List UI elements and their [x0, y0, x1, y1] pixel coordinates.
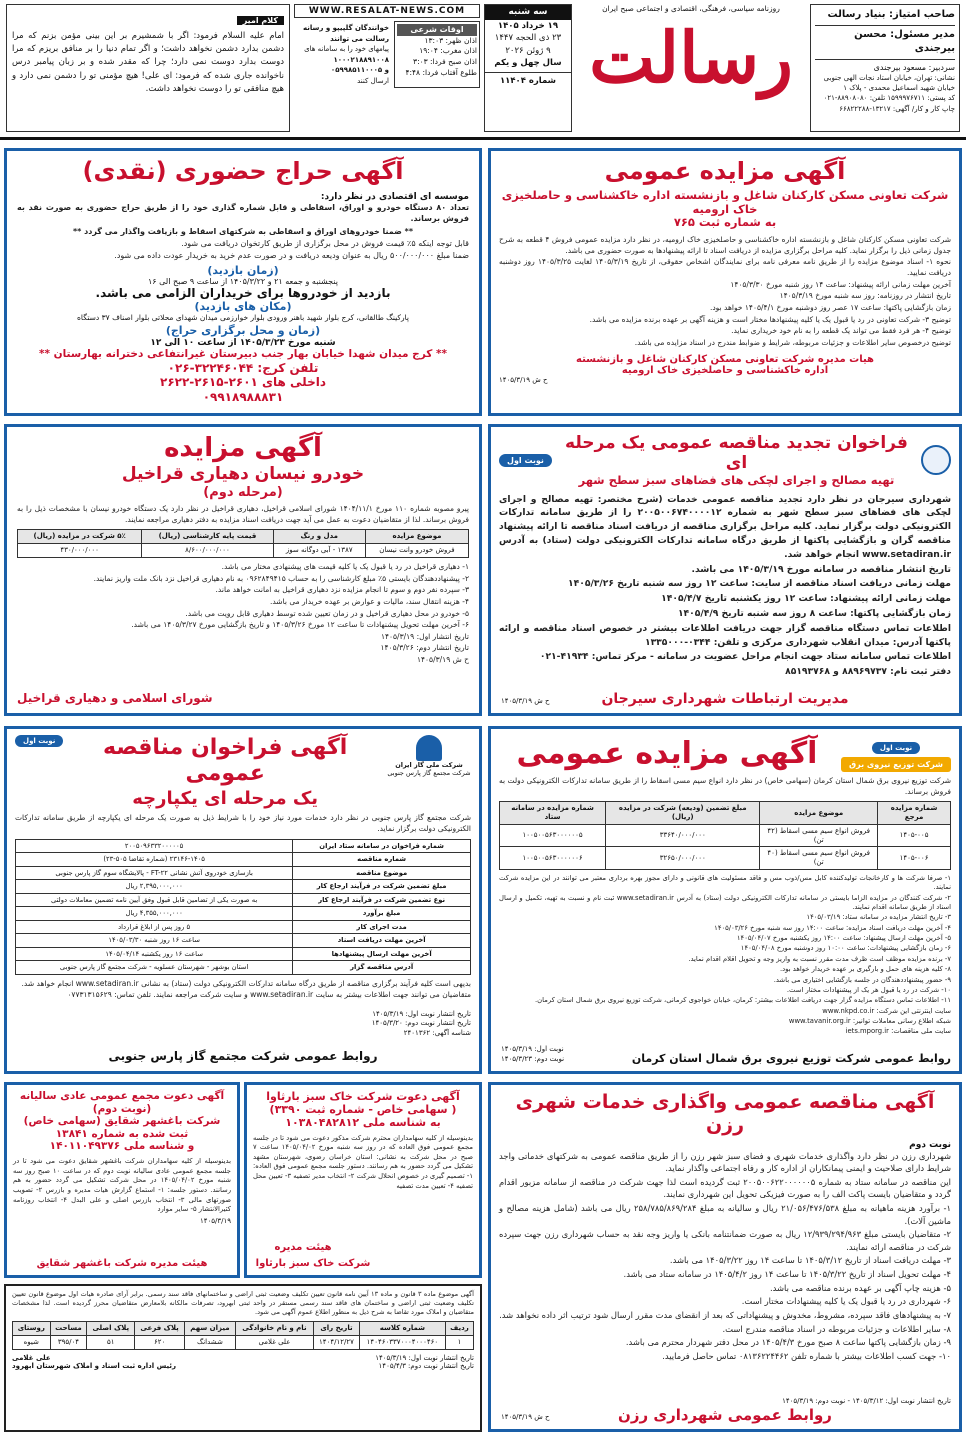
prayer-times: [394, 21, 480, 88]
table-cell: آخرین مهلت ارسال پیشنهادها: [293, 947, 471, 960]
table-cell: ششدانگ: [184, 1336, 235, 1350]
ad-paragraph: ۱- صرفا شرکت ها و کارخانجات تولیدکننده کابل مس/ذوب مس و فاقد مسئولیت های قانونی و دارای مجوز بهره برداری معتبر می توانند در این مزایده شرکت نمایند.: [499, 873, 951, 892]
table-cell: ۱۳۸۷ - آبی دوگانه سوز: [273, 544, 365, 558]
round-badge: نوبت اول: [15, 735, 63, 747]
ad-title: آگهی دعوت مجمع عمومی عادی سالیانه (نوبت دوم): [19, 1090, 225, 1115]
table-cell: ۶۲۰: [135, 1336, 185, 1350]
column-header: شماره کلاسه: [359, 1322, 445, 1336]
ad-paragraph: ۲- شرکت کنندگان در مزایده الزاما بایستی در سامانه تدارکات الکترونیکی دولت (ستاد) به آدرس www.setadiran.ir ثبت نام و نسبت به تهیه، تکمیل و ارسال اسناد از طریق سامانه اقدام نمایند.: [499, 893, 951, 911]
ad-footer: روابط عمومی شرکت توزیع نیروی برق شمال استان کرمان: [631, 1052, 951, 1065]
ad-stage: (مرحله دوم): [203, 484, 283, 500]
column-header: شماره مزایده مرجع: [878, 802, 951, 825]
ad-subtitle: یک مرحله ای یکپارچه: [132, 787, 319, 809]
table-cell: ۳۲۶۵۰/۰۰۰/۰۰۰: [606, 847, 760, 870]
ad-paragraph: ۵- خودرو در محل دهیاری قراخیل و در زمان تعیین شده توسط دهیاری قابل رویت می باشد.: [185, 608, 469, 618]
quote-text: امام علیه السلام فرمود: اگر با شمشیرم بر این بینی مؤمن بزنم که مرا دشمن بدارد دشمن نخواهد داشت؛ و اگر تمام دنیا را بر منافق بریزم که مرا دوست بدارد دوست نمی دارد؛ چرا که مقدر شده و بر زبان پیامبر درس ناخوانده جاری شده که فرمود: ای علی! هیچ مؤمنی تو را دشمن نمی دارد و هیچ منافقی تو را دوست نخواهد داشت.: [12, 31, 284, 94]
table-cell: شماره فراخوان در سامانه ستاد ایران: [293, 839, 471, 852]
ad-national-id: به شناسه ملی ۱۰۳۸۰۴۸۲۸۱۲: [285, 1116, 441, 1130]
date-persian: ۱۹ خرداد ۱۴۰۵: [497, 21, 559, 32]
ad-paragraph: ۳- مهلت دریافت اسناد از تاریخ ۱۴۰۵/۳/۱۲ تا ساعت ۱۴ روز ۱۴۰۵/۳/۲۲ می باشد.: [669, 1255, 951, 1266]
table-cell: ۴,۳۵۵,۰۰۰,۰۰۰ ریال: [16, 907, 293, 920]
logo-block: [576, 2, 806, 134]
ad-paragraph: تاریخ انتشار در روزنامه: روز سه شنبه مورخ ۱۴۰۵/۳/۱۹: [779, 291, 951, 301]
ad-registration: به شماره ثبت ۷۶۵: [673, 215, 777, 230]
ad-body: بدینوسیله از کلیه سهامداران محترم شرکت مذکور دعوت می شود تا در جلسه مجمع عمومی فوق العاده که در روز سه شنبه مورخ ۱۴۰۵/۰۴/۰۲ ساعت ۷ صبح در محل شرکت به نشانی: استان خراسان رضوی، شهرستان مشهد تشکیل می گردد حضور به هم رسانند. دستور جلسه مجمع عمومی فوق العاده: ۱- تصمیم گیری در خصوص انحلال شرکت ۲- انتخاب مدیر تصفیه ۳- تعیین محل تصفیه ۴- تعیین مدت تصفیه: [253, 1133, 474, 1190]
ad-body: [499, 493, 951, 679]
ad-code: ح ش ۱۴۰۵/۳/۱۹: [416, 655, 469, 665]
address-line-2: خیابان شهید اسماعیل محمدی - پلاک ۱: [843, 84, 955, 93]
ad-paragraph: ۸- کلیه هزینه های حمل و بارگیری بر عهده خریدار خواهد بود.: [780, 965, 951, 974]
ad-paragraph: ۶- شهرداری در رد یا قبول یک یا کلیه پیشنهادات مختار است.: [741, 1296, 951, 1307]
website-link[interactable]: WWW.RESALAT-NEWS.COM: [294, 4, 480, 18]
ad-title: آگهی دعوت شرکت خاک سبز بارثاوا: [266, 1090, 460, 1103]
ad-paragraph: ۵- هزینه چاپ آگهی بر عهده برنده مناقصه می باشد.: [769, 1282, 951, 1293]
ad-intro: پیرو مصوبه شماره ۱۱۰ مورخ ۱۴۰۴/۱۱/۱ شورای اسلامی قراخیل، دهیاری قراخیل در نظر دارد یک دستگاه خودرو نیسان با مشخصات ذیل را به فروش برساند. لذا از متقاضیان دعوت به عمل می آید جهت دریافت اسناد مزایده به دفتر دهیاری مراجعه نمایند.: [17, 504, 469, 524]
table-cell: ۲,۳۹۵,۰۰۰,۰۰۰ ریال: [16, 880, 293, 893]
ad-paragraph: ۱- دهیاری قراخیل در رد یا قبول یک یا کلیه قیمت های پیشنهادی مختار می باشد.: [221, 561, 469, 571]
ad-title: آگهی فراخوان مناقصه عمومی: [103, 735, 348, 787]
ad-urmia-auction: [488, 148, 962, 416]
ad-parsgas-tender: [4, 726, 482, 1074]
column-header: موضوع مزایده: [365, 530, 468, 544]
table-row: [500, 824, 951, 847]
ad-body: [499, 1150, 951, 1363]
ad-footer: روابط عمومی شرکت مجتمع گاز پارس جنوبی: [108, 1049, 378, 1063]
table-row: [500, 847, 951, 870]
ad-subtitle: شرکت تعاونی مسکن کارکنان شاغل و بازنشسته اداره خاکشناسی و حاصلخیزی خاک ارومیه: [501, 187, 949, 216]
table-cell: شیوه: [13, 1336, 51, 1350]
ad-paragraph: زمان بازگشایی پاکتها: ساعت ۸ روز سه شنبه تاریخ ۱۴۰۵/۴/۹: [677, 607, 951, 619]
table-cell: علی غلامی: [235, 1336, 313, 1350]
ad-round: نوبت دوم: [909, 1139, 951, 1150]
ad-paragraph: این مناقصه در سامانه ستاد به شماره ۲۰۰۵۰۰۶۲۲۰۰۰۰۰۰۵ ثبت گردیده است لذا جهت شرکت در مناقصه از سامانه مزبور اقدام گردد و متقاضیان بایست پاکت الف را به صورت فیزیکی تحویل این شهرداری نمایند.: [499, 1176, 951, 1200]
column-header: میزان سهم: [184, 1322, 235, 1336]
gas-company-logo: [387, 735, 471, 777]
ad-paragraph: ۳- تاریخ انتشار مزایده در سامانه ستاد: ۱۴۰۵/۰۳/۱۹: [806, 913, 951, 922]
column-header: ۵٪ شرکت در مزایده (ریال): [18, 530, 142, 544]
auction-table: [17, 529, 469, 558]
table-cell: نوع تضمین شرکت در فرآیند ارجاع کار: [293, 893, 471, 906]
ad-pub-date: تاریخ انتشار نوبت دوم: ۱۴۰۵/۳/۲۰: [371, 1019, 471, 1028]
ad-paragraph: ۴- مهلت تحویل اسناد از تاریخ ۱۴۰۵/۳/۲۲ تا ساعت ۱۴ روز ۱۴۰۵/۴/۲ در سامانه ستاد می باشد.: [623, 1269, 951, 1280]
table-row: [16, 853, 471, 866]
prayer-maghrib: اذان مغرب: ۱۹:۰۴: [419, 46, 477, 56]
ad-code: ح ش ۱۴۰۵/۳/۱۹: [501, 1413, 550, 1421]
sms-note: [295, 21, 391, 88]
sms-note-1: خوانندگان گلپیپو و رسانه رسالت می توانند: [302, 24, 389, 43]
column-header: ردیف: [445, 1322, 473, 1336]
ad-paragraph: متقاضیان می توانند جهت اطلاعات بیشتر به سایت www.setadiran.ir و سایت شرکت مراجعه نمایند. تلفن تماس: ۰۷۷۳۱۳۱۵۶۲۹: [67, 990, 471, 1000]
editor-name: سردبیر: مسعود بیرجندی: [873, 62, 955, 72]
ad-paragraph: تاریخ انتشار مناقصه در سامانه مورخ ۱۴۰۵/۳/۱۹ می باشد.: [691, 563, 951, 575]
ad-footer: هیئت مدیره شرکت باغشهر شقایق: [36, 1258, 208, 1269]
ad-paragraph: نحوه ۱- اسناد موضوع مزایده را از طریق نامه معرفی نامه برای نمایندگان اشخاص حقوقی، از تاریخ ۱۴۰۵/۳/۱۹ لغایت ۱۴۰۵/۳/۲۵ روز دوشنبه دریافت نمایید.: [499, 257, 951, 278]
ad-khak-sabz-meeting: [244, 1082, 482, 1278]
sms-note-2: پیامهای خود را به سامانه های: [304, 45, 389, 53]
ad-pub-dates: [375, 1354, 474, 1370]
year-label: سال چهل و یکم: [494, 57, 562, 68]
ad-body: [17, 562, 469, 666]
ad-pub-date-1: نوبت اول: ۱۴۰۵/۳/۱۹: [501, 1045, 564, 1053]
table-cell: شماره مناقصه: [293, 853, 471, 866]
table-cell: ۱۰۰۵۰۰۵۶۳۰۰۰۰۰۰۵: [500, 824, 606, 847]
ad-land-registry: [4, 1284, 482, 1432]
ad-intro: شرکت توزیع نیروی برق شمال استان کرمان (سهامی خاص) در نظر دارد انواع سیم مسی اسقاط را از طریق سامانه تدارکات الکترونیکی دولت به فروش برساند.: [498, 776, 951, 796]
ad-signature-1: هیات مدیره شرکت تعاونی مسکن کارکنان شاغل و بازنشسته: [576, 353, 874, 365]
tagline: روزنامه سیاسی، فرهنگی، اقتصادی و اجتماعی صبح ایران: [602, 4, 780, 13]
table-row: [16, 947, 471, 960]
masthead: [0, 0, 966, 140]
ad-footer-2: شرکت خاک سبز بارثاوا: [255, 1258, 371, 1269]
prayer-fajr: اذان صبح فردا: ۳:۰۳: [413, 57, 477, 67]
ad-paragraph: مهلت زمانی دریافت اسناد مناقصه از سایت: ساعت ۱۲ روز سه شنبه تاریخ ۱۴۰۵/۳/۲۶: [568, 578, 951, 590]
ad-intro: آگهی موضوع ماده ۳ قانون و ماده ۱۳ آیین نامه قانون تعیین تکلیف وضعیت ثبتی اراضی و ساختمانهای فاقد سند رسمی. برابر آرای صادره هیات اول موضوع قانون تعیین تکلیف وضعیت ثبتی اراضی و ساختمان های فاقد سند رسمی مستقر در واحد ثبتی ابهرود، تصرفات مالکانه بلامعارض متقاضیان محرز گردیده است. لذا مشخصات متقاضیان و املاک مورد تقاضا به شرح ذیل به منظور اطلاع عموم آگهی می شود.: [12, 1290, 474, 1317]
ad-body: [499, 874, 951, 1037]
table-row: [16, 893, 471, 906]
flame-logo-icon: [416, 735, 442, 761]
table-cell: به صورت یکی از تضامین قابل قبول وفق آیین نامه تضمین معاملات دولتی: [16, 893, 293, 906]
print-line: چاپ کار و کار/ آگهی: ۱۳۲۱۷-۶۶۸۲۲۲۸۸: [839, 104, 955, 113]
sms-note-3: ارسال کنند: [357, 76, 389, 85]
table-cell: ۵۱: [87, 1336, 135, 1350]
round-badge: نوبت اول: [872, 742, 920, 754]
table-cell: آخرین مهلت دریافت اسناد: [293, 934, 471, 947]
column-header: قیمت پایه کارشناسی (ریال): [142, 530, 273, 544]
ad-title: آگهی مناقصه عمومی واگذاری خدمات شهری رزن: [515, 1091, 935, 1136]
ad-title: آگهی مزایده عمومی: [516, 735, 818, 771]
table-cell: ۱۴۰۴۶۰۳۳۷۰۰۰۴۰۰۰۴۶۰: [359, 1336, 445, 1350]
ad-link[interactable]: سایت ملی مناقصات: iets.mporg.ir: [845, 1027, 951, 1036]
column-header: تاریخ رای: [314, 1322, 360, 1336]
ad-paragraph: توضیح ۴- هر فرد فقط می تواند یک قطعه را به نام خود خریداری نماید.: [731, 326, 951, 336]
visit-time-title: (زمان بازدید): [207, 263, 279, 277]
sms-number-1: ۱۰۰۰۲۱۸۸۹۱۰۰۸: [333, 55, 389, 64]
ad-body: بدینوسیله از کلیه سهامداران شرکت باغشهر شقایق دعوت می شود تا در جلسه مجمع عمومی عادی سالیانه نوبت دوم که در ساعت ۱۰ صبح روز سه شنبه مورخ ۱۴۰۵/۰۴/۰۲ در محل شرکت تشکیل می گردد حضور به هم رسانند. دستور جلسه: ۱- استماع گزارش هیات مدیره و بازرس ۲- تصویب صورتهای مالی ۳- انتخاب بازرس اصلی و علی البدل ۴- انتخاب روزنامه کثیرالانتشار ۵- سایر موارد: [13, 1156, 232, 1214]
ad-paragraph: توضیح درخصوص سایر اطلاعات و جزئیات مربوطه، شرایط و ضوابط مندرج در اسناد مزایده می باشد.: [634, 337, 951, 347]
ad-national-id: و شناسه ملی ۱۴۰۱۱۰۴۹۳۷۶: [49, 1140, 195, 1153]
ad-cash-auction: [4, 148, 482, 416]
column-header: مساحت: [50, 1322, 87, 1336]
ad-razan-tender: [488, 1082, 962, 1432]
column-header: روستای: [13, 1322, 51, 1336]
ad-paragraph: ۱۱- اطلاعات تماس دستگاه مزایده گزار جهت دریافت اطلاعات بیشتر: کرمان، خیابان خواجوی کرمانی، شرکت توزیع نیروی برق شمال استان کرمان.: [534, 996, 951, 1005]
table-row: [16, 880, 471, 893]
visit-place: پارکینگ طالقانی، کرج بلوار شهید باهنر ورودی بلوار خوارزمی میدان شهدای محلاتی بلوار اصناف ۳۷ دستگاه: [76, 313, 409, 323]
table-row: [16, 961, 471, 974]
ad-paragraph: شهرداری رزن در نظر دارد واگذاری خدمات شهری و فضای سبز شهر رزن را از طریق مناقصه عمومی به شرکتهای خدماتی واجد شرایط دارای صلاحیت و ایمنی پیمانکاران از اداره کار و رفاه اجتماعی واگذار نماید.: [499, 1150, 951, 1174]
ad-body: [17, 202, 469, 262]
table-header-row: [18, 530, 469, 544]
auction-time: شنبه مورخ ۱۴۰۵/۳/۲۳ از ساعت ۱۰ الی ۱۲: [150, 337, 336, 348]
table-cell: استان بوشهر - شهرستان عسلویه - شرکت مجتمع گاز پارس جنوبی: [16, 961, 293, 974]
address-line-1: نشانی: تهران، خیابان استاد نجات الهی جنوبی: [823, 74, 955, 83]
table-cell: ۱۴۰۵-۰۰۶: [878, 847, 951, 870]
table-row: [16, 920, 471, 933]
publisher-info: [810, 4, 960, 132]
table-cell: ۱۴۰۵-۰۰۵: [878, 824, 951, 847]
ad-paragraph: تعداد ۸۰ دستگاه خودرو و اوراق، اسقاطی و قابل شماره گذاری خود را از طریق حراج حضوری به صورت نقد به فروش برساند.: [17, 202, 469, 224]
table-cell: موضوع مناقصه: [293, 866, 471, 879]
ad-intro: موسسه ای اقتصادی در نظر دارد:: [320, 191, 469, 202]
ad-baghshahr-meeting: [4, 1082, 240, 1278]
table-cell: بازسازی خودروی آتش نشانی FT-۲۲ - پالایشگاه سوم گاز پارس جنوبی: [16, 866, 293, 879]
ad-code: ح ش ۱۴۰۵/۳/۱۹: [499, 375, 548, 384]
ad-paragraph: ۴- آخرین مهلت دریافت اسناد مزایده: ساعت ۱۴:۰۰ روز سه شنبه مورخ ۱۴۰۵/۰۳/۲۶: [714, 923, 951, 932]
sunrise: طلوع آفتاب فردا: ۴:۴۸: [405, 68, 477, 78]
tender-table: [15, 839, 471, 975]
ad-footer: روابط عمومی شهرداری رزن: [618, 1406, 832, 1424]
ad-paragraph: اطلاعات تماس سامانه ستاد جهت انجام مراحل عضویت در سامانه - مرکز تماس: ۴۱۹۳۴-۰۲۱: [539, 651, 951, 663]
ad-paragraph: اطلاعات تماس دستگاه مناقصه گزار جهت دریافت اطلاعات بیشتر در خصوص اسناد مناقصه و ارائه پاکتها آدرس: میدان انقلاب شهرداری مرکزی و تلفن: ۰۳۴۴-۱۳۳۵۰۰۰: [499, 622, 951, 648]
visit-place-title: (مکان های بازدید): [194, 300, 292, 314]
table-header-row: [500, 802, 951, 825]
table-cell: ۲۰۰۵۰۹۶۳۳۲۰۰۰۰۰۵: [16, 839, 293, 852]
phone-mobile: ۰۹۹۱۸۹۸۸۸۳۱: [202, 389, 284, 404]
ad-signature: [12, 1354, 176, 1370]
table-cell: ساعت ۱۶ روز یکشنبه ۱۴۰۵/۰۴/۱۴: [16, 947, 293, 960]
table-row: [18, 544, 469, 558]
ad-subtitle: شرکت باغشهر شقایق (سهامی خاص): [23, 1115, 221, 1128]
column-header: مدل و رنگ: [273, 530, 365, 544]
table-row: [16, 866, 471, 879]
ad-intro: شرکت مجتمع گاز پارس جنوبی در نظر دارد خدمات مورد نیاز خود را با شرایط ذیل به صورت یک مرحله ای یکپارچه از طریق سامانه تدارکات الکترونیکی دولت برگزار نماید.: [15, 813, 471, 834]
date-gregorian: ۹ ژوئن ۲۰۲۶: [505, 45, 551, 56]
owner-label: صاحب امتیاز: بنیاد رسالت: [815, 8, 955, 26]
table-cell: آدرس مناقصه گزار: [293, 961, 471, 974]
ad-paragraph: ۱۰- شرکت در رد یا قبول هر یک از پیشنهادات مختار است.: [786, 985, 951, 994]
table-header-row: [13, 1322, 474, 1336]
auction-time-title: (زمان و محل برگزاری حراج): [165, 324, 321, 338]
ad-pub-date: تاریخ انتشار نوبت اول: ۱۴۰۵/۳/۱۲ - نوبت دوم: ۱۴۰۵/۳/۱۹: [782, 1397, 951, 1405]
table-row: [16, 934, 471, 947]
ad-subtitle: ( سهامی خاص - شماره ثبت ۳۳۹۰): [269, 1103, 457, 1117]
column-header: پلاک فرعی: [135, 1322, 185, 1336]
ad-signature-2: اداره خاکشناسی و حاصلخیزی خاک ارومیه: [621, 364, 829, 376]
ad-paragraph: ۵- آخرین مهلت ارسال پیشنهاد: ساعت ۱۴:۰۰ روز یکشنبه مورخ ۱۴۰۵/۰۴/۰۷: [736, 934, 951, 943]
ad-body: [15, 979, 471, 1001]
table-cell: ۱۴۰۴/۱۲/۲۷: [314, 1336, 360, 1350]
table-cell: ۳۹۵/۰۴: [50, 1336, 87, 1350]
table-row: [16, 907, 471, 920]
ad-kerman-auction: [488, 726, 962, 1074]
table-cell: ۳۳۶۴۰/۰۰۰/۰۰۰: [606, 824, 760, 847]
table-cell: ۲۳۱۴۶-۱۴۰۵ (شماره تقاضا ۵۰۵-۲۳): [16, 853, 293, 866]
table-row: [13, 1336, 474, 1350]
table-cell: مبلغ تضمین شرکت در فرآیند ارجاع کار: [293, 880, 471, 893]
ad-footer-1: هیئت مدیره: [274, 1242, 332, 1253]
table-cell: ۴۳۰/۰۰۰/۰۰۰: [18, 544, 142, 558]
ad-title: فراخوان تجدید مناقصه عمومی یک مرحله ای: [565, 433, 908, 474]
ad-paragraph: شهرداری سیرجان در نظر دارد تجدید مناقصه عمومی خدمات (شرح مختصر: تهیه مصالح و اجرای لچکی های فضاهای سبز سطح شهر به شماره ۲۰۰۵۰۰۶۷۴۰۰۰۰۱۲ را از طریق سامانه تدارکات الکترونیکی دولت برگزار نماید. کلیه مراحل برگزاری مناقصه از دریافت اسناد مناقصه تا ارائه پیشنهاد مناقصه گران و بازگشایی پاکتها از طریق درگاه سامانه تدارکات الکترونیکی دولت (ستاد) به آدرس www.setadiran.ir انجام خواهد شد.: [499, 493, 951, 560]
ad-paragraph: بدیهی است کلیه فرآیند برگزاری مناقصه از طریق درگاه سامانه تدارکات الکترونیکی دولت (ستاد) به نشانی www.setadiran.ir انجام خواهد شد.: [21, 978, 471, 988]
ad-date: ۱۴۰۵/۳/۱۹: [199, 1216, 231, 1225]
ad-paragraph: ۸- سایر اطلاعات و جزئیات مربوطه در اسناد مناقصه مندرج است.: [722, 1323, 951, 1334]
issue-number: شماره ۱۱۴۰۴: [485, 72, 571, 87]
kerman-logo: [841, 735, 951, 772]
ad-paragraph: ضمنا مبلغ ۵۰۰/۰۰۰/۰۰۰ ریال به عنوان ودیعه دریافت و در صورت عدم خرید به خریدار عودت داده می شود.: [114, 251, 469, 261]
ad-paragraph: ۴- هزینه انتقال سند، مالیات و عوارض بر عهده خریدار می باشد.: [269, 596, 469, 606]
ad-paragraph: ۶- زمان بازگشایی پیشنهادات: ساعت ۱۰:۰۰ روز دوشنبه مورخ ۱۴۰۵/۰۴/۰۸: [740, 944, 951, 953]
quote-title: کلام امیر: [237, 16, 284, 25]
ad-pub-date: تاریخ انتشار نوبت دوم: ۱۴۰۵/۴/۳: [378, 1361, 474, 1370]
power-company-logo-icon: شرکت توزیع نیروی برق: [841, 757, 951, 772]
ad-pub-date: تاریخ انتشار نوبت اول: ۱۴۰۵/۳/۱۹: [375, 1353, 474, 1362]
ad-paragraph: زمان بازگشایی پاکتها: ساعت ۱۷ عصر روز دوشنبه مورخ ۱۴۰۵/۴/۱ خواهد بود.: [709, 303, 951, 313]
ad-paragraph: ۱۰- جهت کسب اطلاعات بیشتر با شماره تلفن ۰۸۱۳۶۲۲۴۴۶۲ تماس حاصل فرمایید.: [662, 1350, 951, 1361]
ad-pub-date: تاریخ انتشار نوبت اول: ۱۴۰۵/۳/۱۹: [372, 1009, 471, 1018]
ad-paragraph: ۱- برآورد هزینه ماهیانه به مبلغ ۲۱/۰۵۶/۴۷۶/۵۳۸ ریال و سالیانه به مبلغ ۲۵۸/۷۸۵/۸۶۹/۲۸۴ ریال می باشد (شامل هزینه مصالح و ماشین آلات).: [499, 1203, 951, 1226]
ad-paragraph: ۷- برنده مزایده موظف است ظرف مدت مقرر نسبت به واریز وجه و تحویل اقلام اقدام نماید.: [688, 954, 951, 963]
table-cell: ۵ روز پس از ابلاغ قرارداد: [16, 920, 293, 933]
phone-karaj: تلفن کرج: ۳۲۲۴۶۰۴۴-۰۲۶: [167, 360, 319, 375]
ad-code: ح ش ۱۴۰۵/۳/۱۹: [501, 697, 550, 705]
prayer-title: اوقات شرعی: [397, 24, 477, 36]
weekday: سه شنبه: [485, 5, 571, 20]
ad-paragraph: ۷- به پیشنهادهای فاقد سپرده، مشروط، مخدوش و پیشنهاداتی که بعد از انقضای مدت مقرر ارسال شود ترتیب اثر داده نخواهد شد.: [499, 1309, 951, 1320]
column-header: پلاک اصلی: [87, 1322, 135, 1336]
ad-pub-date-2: نوبت دوم: ۱۴۰۵/۳/۲۳: [501, 1055, 565, 1063]
date-hijri: ۲۳ ذی الحجه ۱۴۴۷: [494, 33, 562, 44]
sirjan-emblem-icon: [921, 445, 951, 475]
column-header: نام و نام خانوادگی: [235, 1322, 313, 1336]
ad-pub-date: تاریخ انتشار اول: ۱۴۰۵/۳/۱۹: [380, 631, 469, 641]
ad-title: آگهی مزایده عمومی: [604, 157, 846, 185]
table-cell: ۸/۶۰۰/۰۰۰/۰۰۰: [142, 544, 273, 558]
ad-paragraph: مهلت زمانی ارائه پیشنهاد: ساعت ۱۲ روز یکشنبه تاریخ ۱۴۰۵/۴/۷: [661, 593, 951, 605]
ad-paragraph: ** ضمنا خودروهای اوراق و اسقاطی به شرکتهای اسقاط و بازیافت واگذار می گردد **: [72, 226, 414, 236]
table-cell: ۱: [445, 1336, 473, 1350]
ad-footer: مدیریت ارتباطات شهرداری سیرجان: [601, 691, 849, 707]
ad-registration: ثبت شده به شماره ۱۳۸۴۱: [55, 1127, 189, 1140]
ad-title: آگهی حراج حضوری (نقدی): [82, 157, 404, 185]
ad-body: [499, 235, 951, 348]
ad-paragraph: ۲- پیشنهاددهندگان بایستی ۵٪ مبلغ کارشناسی را به حساب ۰۹۶۲۸۴۹۴۱۵ به نام دهیاری قراخیل نزد بانک ملت واریز نمایند.: [93, 573, 469, 583]
ad-link[interactable]: شبکه اطلاع رسانی معاملات توانیر: www.tavanir.org.ir: [788, 1017, 951, 1026]
column-header: مبلغ تضمین (ودیعه) شرکت در مزایده (ریال): [606, 802, 760, 825]
ad-footer: شورای اسلامی و دهیاری قراخیل: [17, 691, 213, 705]
auction-place: ** کرج میدان شهدا خیابان بهار جنب دبیرستان غیرانتفاعی دخترانه بهارستان **: [38, 348, 448, 361]
phone-line: کد پستی: ۱۵۹۹۹۷۶۷۱۱ تلفن: ۸۸۹۰۸۰۸۰-۰۲۱: [823, 94, 955, 103]
director-name: مدیر مسئول: محسن بیرجندی: [815, 28, 955, 60]
sms-number-2: و ۰۵۹۹۸۵۱۱۰۰۰۵: [330, 66, 389, 74]
phone-internal: داخلی های ۲۶۰۱-۲۶۱۵-۲۶۲۲: [160, 375, 326, 390]
prayer-dhuhr: اذان ظهر: ۱۳:۰۳: [424, 35, 477, 45]
ad-paragraph: شرکت تعاونی مسکن کارکنان شاغل و بازنشسته اداره خاکشناسی و حاصلخیزی خاک ارومیه، در نظر دارد مزایده عمومی فروش ۴ قطعه به شرح جدول زمانی ذیل را برگزار نماید. کلیه مراحل برگزاری مزایده از دریافت اسناد تا ارائه پیشنهادها به صورت حضوری می باشد.: [499, 235, 951, 255]
ad-paragraph: ۶- آخرین مهلت تحویل پیشنهادات تا ساعت ۱۲ مورخ ۱۴۰۵/۳/۲۶ و تاریخ بازگشایی مورخ ۱۴۰۵/۳/۲۷ می باشد.: [131, 620, 469, 630]
table-row: [16, 839, 471, 852]
registry-table: [12, 1321, 474, 1350]
round-badge: نوبت اول: [499, 454, 552, 467]
ad-paragraph: ۹- حضور پیشنهاددهندگان در جلسه بازگشایی اختیاری می باشد.: [773, 975, 951, 984]
ad-subtitle: تهیه مصالح و اجرای لچکی های فضاهای سبز سطح شهر: [578, 472, 895, 487]
table-cell: ۱۰۰۵۰۰۵۶۳۰۰۰۰۰۰۶: [500, 847, 606, 870]
ad-signature-title: رئیس اداره ثبت اسناد و املاک شهرستان ابهرود: [12, 1361, 176, 1370]
ad-qarakhil-auction: [4, 424, 482, 716]
ad-subtitle: خودرو نیسان دهیاری قراخیل: [121, 464, 365, 485]
newspaper-logo: رسالت: [589, 16, 793, 99]
ad-sirjan-tender: [488, 424, 962, 716]
ad-paragraph: ۳- سپرده نفر دوم و سوم تا انجام مزایده نزد دهیاری قراخیل به امانت خواهد ماند.: [215, 585, 469, 595]
column-header: شماره مزایده در سامانه ستاد: [500, 802, 606, 825]
ad-paragraph: توضیح ۳- شرکت تعاونی در رد یا قبول یک یا کلیه پیشنهادها مختار است و هزینه آگهی بر عهده برنده مزایده می باشد.: [589, 314, 951, 324]
visit-time: پنجشنبه و جمعه ۲۱ و ۱۴۰۵/۳/۲۲ از ساعت ۹ صبح الی ۱۶: [148, 276, 338, 286]
ad-paragraph: ۹- زمان بازگشایی پاکتها ساعت ۸ صبح مورخ ۱۴۰۵/۴/۳ در محل دفتر شهردار محترم می باشد.: [625, 1337, 951, 1348]
logo-text: شرکت ملی گاز ایران: [395, 761, 463, 769]
ad-id: شناسه آگهی: ۲۴۰۱۳۶۲: [403, 1029, 471, 1038]
table-cell: مبلغ برآورد: [293, 907, 471, 920]
info-box: [294, 4, 480, 132]
ad-link[interactable]: سایت اینترنتی این شرکت: www.nkpd.co.ir: [822, 1006, 951, 1015]
quote-box: [6, 4, 290, 132]
ad-paragraph: قابل توجه اینکه ۵٪ قیمت فروش در محل برگزاری از طریق کارتخوان دریافت می شود.: [181, 238, 469, 248]
logo-subtext: شرکت مجتمع گاز پارس جنوبی: [387, 769, 471, 777]
table-cell: فروش انواع سیم مسی اسقاط (۴۲ تن): [760, 824, 878, 847]
table-cell: فروش انواع سیم مسی اسقاط (۴۰ تن): [760, 847, 878, 870]
table-cell: مدت اجرای کار: [293, 920, 471, 933]
table-cell: فروش خودرو وانت نیسان: [365, 544, 468, 558]
column-header: موضوع مزایده: [760, 802, 878, 825]
ad-title: آگهی مزایده: [164, 433, 322, 463]
auction-table: [499, 801, 951, 870]
ad-paragraph: ۲- متقاضیان بایستی مبلغ ۱۲/۹۳۹/۲۹۴/۹۶۳ ریال به صورت ضمانتنامه بانکی یا واریز وجه نقد به حساب شهرداری رزن جهت سپرده شرکت در مناقصه ارائه نمایند.: [499, 1229, 952, 1252]
ad-paragraph: دفتر ثبت نام: ۸۸۹۶۹۷۳۷ و ۸۵۱۹۳۷۶۸: [785, 666, 951, 678]
visit-required: بازدید از خودروها برای خریداران الزامی می باشد.: [95, 285, 391, 300]
ad-paragraph: آخرین مهلت زمانی ارائه پیشنهاد: ساعت ۱۴ روز شنبه مورخ ۱۴۰۵/۳/۳۰: [730, 279, 951, 289]
table-cell: ساعت ۱۶ روز شنبه ۱۴۰۵/۰۳/۳۰: [16, 934, 293, 947]
date-box: [484, 4, 572, 132]
ad-pub-date: تاریخ انتشار دوم: ۱۴۰۵/۳/۲۶: [380, 643, 469, 653]
ad-pub-dates: [372, 1010, 471, 1039]
ad-signature-name: علی غلامی: [12, 1353, 51, 1362]
